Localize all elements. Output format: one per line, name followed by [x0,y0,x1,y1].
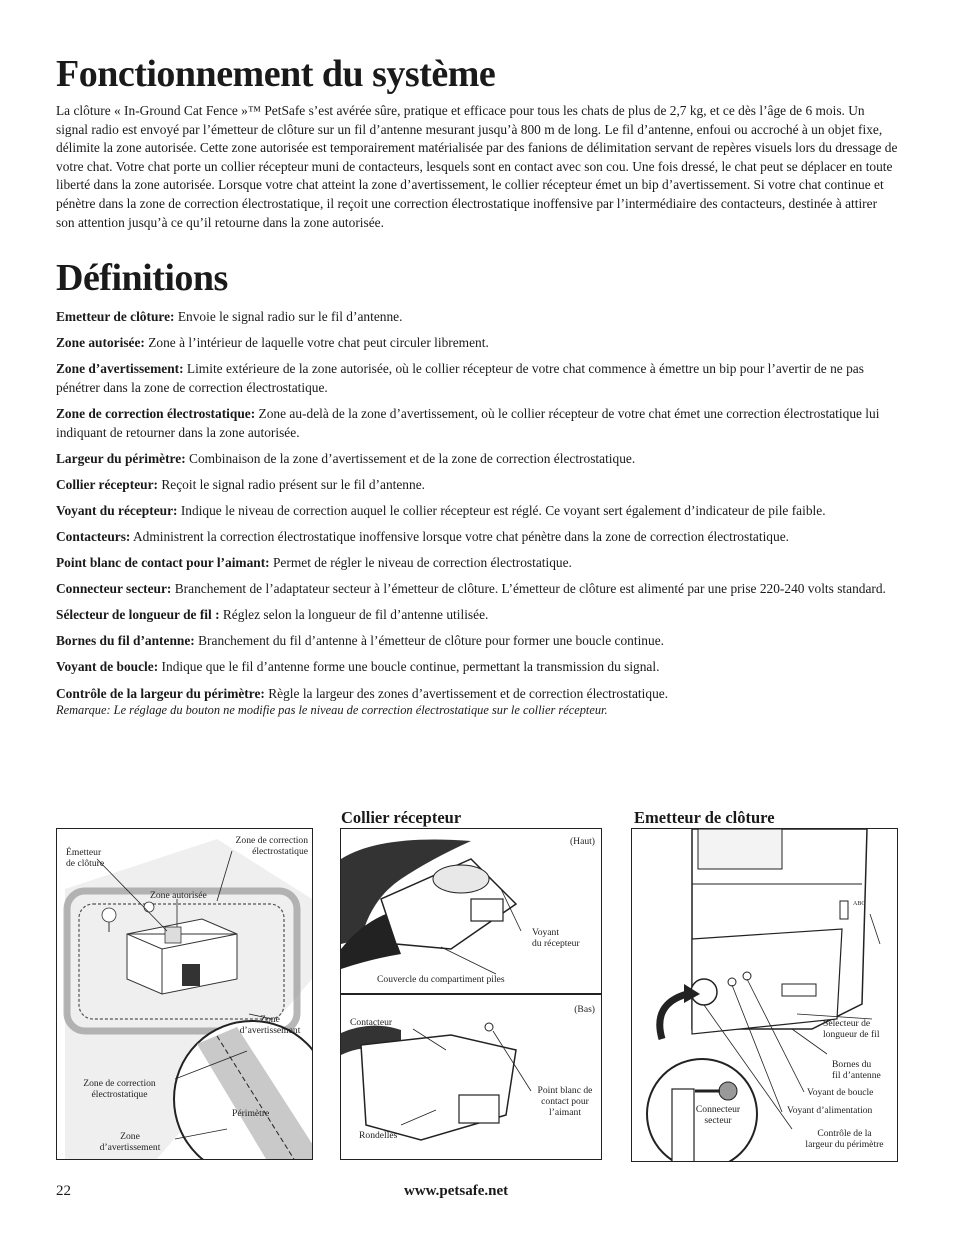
yard-diagram [56,828,313,1160]
definition-item [56,580,898,599]
definition-term: Largeur du périmètre: [56,450,186,466]
definition-item [56,502,898,521]
transmitter-diagram [631,828,898,1162]
definition-item [56,308,898,327]
definition-text: Branchement de l’adaptateur secteur à l’émetteur de clôture. L’émetteur de clôture est alimenté par une prise 220-240 volts standard. [171,581,886,597]
definition-text: Indique que le fil d’antenne forme une boucle continue, permettant la transmission du signal. [158,659,660,675]
website-link[interactable]: www.petsafe.net [404,1183,509,1199]
definition-text: Administrent la correction électrostatique inoffensive lorsque votre chat pénètre dans la zone de correction électrostatique. [130,529,789,544]
definition-term: Sélecteur de longueur de fil : [56,607,220,623]
definition-text: Zone au-delà de la zone d’avertissement, où le collier récepteur de votre chat émet une correction électrostatique lui indiquant de retourner dans la zone autorisée. [56,406,880,440]
label-rondelles: Rondelles [359,1130,398,1141]
label-zone-avertissement-right: Zone d’avertissement [239,1014,301,1036]
definition-text: Permet de régler le niveau de correction électrostatique. [269,555,572,571]
definition-term: Connecteur secteur: [56,581,172,597]
definition-item [56,405,898,442]
definition-text: Envoie le signal radio sur le fil d’antenne. [174,309,403,325]
definition-term: Bornes du fil d’antenne: [56,633,195,649]
label-zone-correction-left: Zone de correction électrostatique [83,1078,156,1100]
label-connecteur-secteur: Connecteur secteur [695,1104,741,1126]
definition-text: Indique le niveau de correction auquel le collier récepteur est réglé. Ce voyant sert également d’indicateur de pile faible. [177,502,826,518]
page-number: 22 [56,1183,71,1199]
definition-item [56,528,898,547]
label-voyant-alimentation: Voyant d’alimentation [787,1105,873,1116]
definition-note: Remarque: Le réglage du bouton ne modifie pas le niveau de correction électrostatique sur le collier récepteur. [56,703,608,718]
definition-term: Point blanc de contact pour l’aimant: [56,555,270,571]
definition-text: Branchement du fil d’antenne à l’émetteur de clôture pour former une boucle continue. [194,633,664,649]
definition-term: Emetteur de clôture: [56,309,175,325]
definition-term: Zone d’avertissement: [56,361,184,377]
label-controle-largeur: Contrôle de la largeur du périmètre [805,1128,884,1150]
definition-term: Zone autorisée: [56,335,145,351]
label-voyant-boucle: Voyant de boucle [807,1087,874,1098]
definition-term: Zone de correction électrostatique: [56,406,256,422]
collar-figure-title: Collier récepteur [341,808,462,827]
yard-illustration [57,829,312,1159]
definition-term: Voyant du récepteur: [56,502,178,518]
collar-top-illustration [341,829,601,993]
transmitter-figure-title: Emetteur de clôture [634,808,775,827]
label-selecteur-longueur: Sélecteur de longueur de fil [823,1018,880,1040]
label-couvercle: Couvercle du compartiment piles [377,974,505,985]
definition-item [56,658,898,677]
definition-item [56,334,898,353]
label-emetteur: Émetteur de clôture [66,847,105,869]
label-zone-autorisee: Zone autorisée [150,890,207,901]
label-contacteur: Contacteur [350,1017,393,1028]
definition-item [56,632,898,651]
definition-item [56,554,898,573]
definition-term: Voyant de boucle: [56,659,159,675]
collar-top-diagram [340,828,602,994]
label-point-blanc: Point blanc de contact pour l’aimant [537,1085,593,1118]
definition-item [56,685,898,719]
definition-item [56,476,898,495]
definition-text: Reçoit le signal radio présent sur le fil d’antenne. [158,476,425,492]
label-switch-abc: ABC [853,901,866,907]
definition-text: Zone à l’intérieur de laquelle votre chat peut circuler librement. [144,335,489,351]
definition-item [56,606,898,625]
definition-text: Limite extérieure de la zone autorisée, où le collier récepteur de votre chat commence à émettre un bip pour l’avertir de ne pas pénétrer dans la zone de correction électrostatique. [56,361,864,395]
collar-bottom-diagram [340,994,602,1160]
label-zone-correction-top: Zone de correction électrostatique [235,835,308,857]
definitions-list [56,308,898,718]
definition-item [56,450,898,469]
label-zone-avertissement-bottom: Zone d’avertissement [99,1131,161,1153]
label-perimetre: Périmètre [232,1108,270,1119]
definition-item [56,360,898,397]
label-haut: (Haut) [569,836,595,847]
label-bornes-fil: Bornes du fil d’antenne [832,1059,881,1081]
definition-text: Combinaison de la zone d’avertissement et de la zone de correction électrostatique. [185,450,636,466]
definition-term: Collier récepteur: [56,476,158,492]
definition-term: Contacteurs: [56,529,131,544]
intro-paragraph: La clôture « In-Ground Cat Fence »™ PetSafe s’est avérée sûre, pratique et efficace pour tous les chats de plus de 2,7 kg, et ce dès l’âge de 6 mois. Un signal radio est envoyé par l’émetteur de clôture sur un fil d’antenne mesurant jusqu’à 800 m de long. Le fil d’antenne, enfoui ou accroché à un objet fixe, délimite la zone autorisée. Cette zone autorisée est temporairement matérialisée par des fanions de délimitation servant de repères visuels lors du dressage de votre chat. Votre chat porte un collier récepteur muni de contacteurs, lesquels sont en contact avec son cou. Une fois dressé, le chat peut se déplacer en toute liberté dans la zone autorisée. Lorsque votre chat atteint la zone d’avertissement, le collier récepteur émet un bip d’avertissement. Si votre chat continue et pénètre dans la zone de correction électrostatique, il reçoit une correction électrostatique inoffensive par l’intermédiaire des contacteurs, destinée à attirer son attention jusqu’à ce qu’il retourne dans la zone autorisée. [56,103,898,230]
section-title-operation: Fonctionnement du système [56,53,496,95]
section-title-definitions: Définitions [56,257,228,300]
definition-text: Réglez selon la longueur de fil d’antenne utilisée. [219,607,489,623]
label-voyant-recepteur: Voyant du récepteur [532,927,580,949]
label-bas: (Bas) [574,1004,595,1015]
definition-term: Contrôle de la largeur du périmètre: [56,685,265,701]
definition-text: Règle la largeur des zones d’avertissement et de correction électrostatique. [264,685,669,701]
